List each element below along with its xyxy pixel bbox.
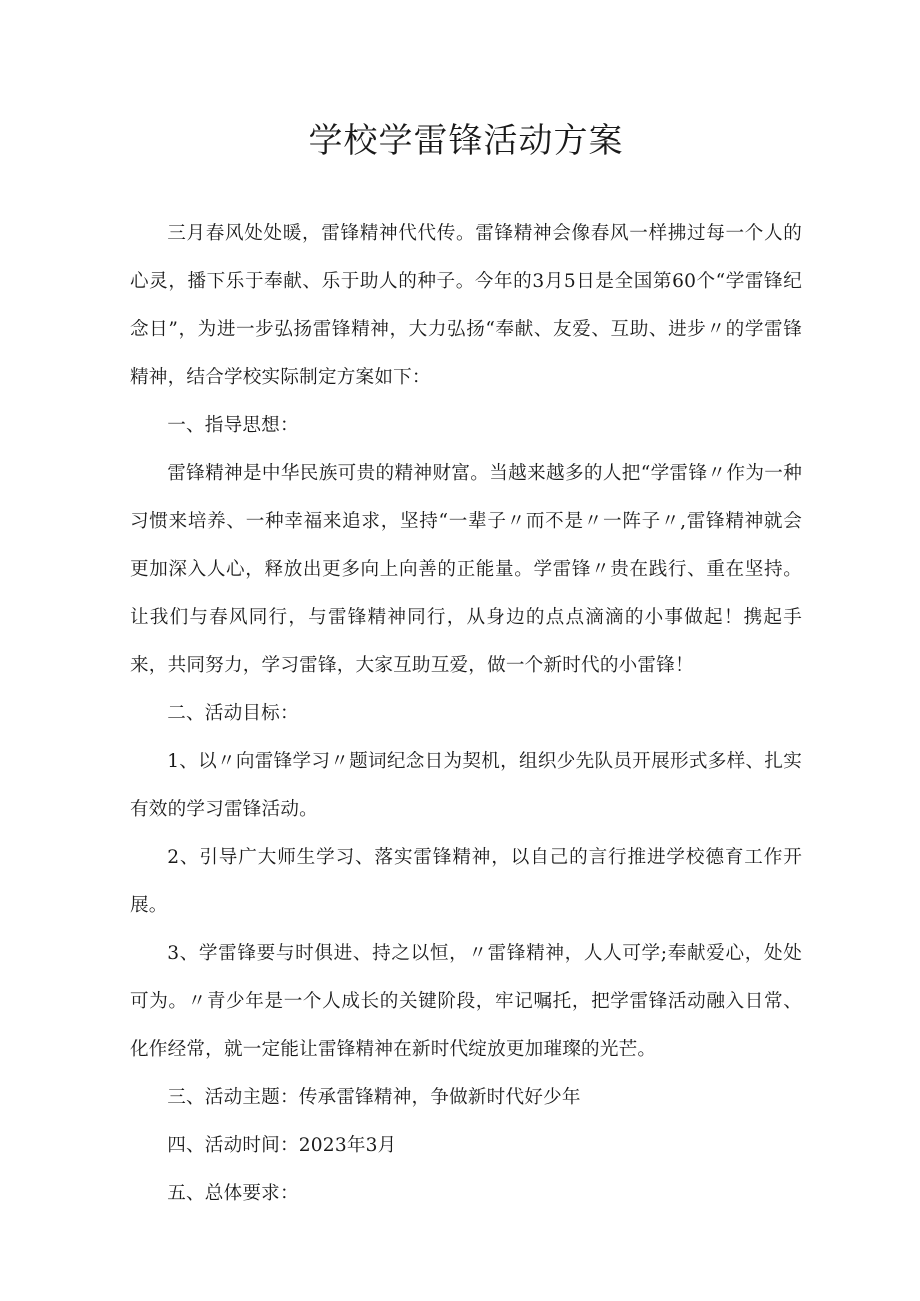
goal-item-3: 3、学雷锋要与时俱进、持之以恒，〃雷锋精神，人人可学;奉献爱心，处处可为。〃青少年是一个人成长的关键阶段，牢记嘱托，把学雷锋活动融入日常、化作经常，就一定能让雷锋精神在新时代绽放更加璀璨的光芒。	[130, 943, 802, 1060]
guiding-ideology-paragraph: 雷锋精神是中华民族可贵的精神财富。当越来越多的人把“学雷锋〃作为一种习惯来培养、一种幸福来追求，坚持“一辈子〃而不是〃一阵子〃,雷锋精神就会更加深入人心，释放出更多向上向善的正能量。学雷锋〃贵在践行、重在坚持。让我们与春风同行，与雷锋精神同行，从身边的点点滴滴的小事做起！携起手来，共同努力，学习雷锋，大家互助互爱，做一个新时代的小雷锋！	[130, 463, 802, 676]
goal-item-1: 1、以〃向雷锋学习〃题词纪念日为契机，组织少先队员开展形式多样、扎实有效的学习雷锋活动。	[130, 751, 802, 820]
goal-item-2: 2、引导广大师生学习、落实雷锋精神，以自己的言行推进学校德育工作开展。	[130, 847, 802, 916]
section-heading-activity-goals: 二、活动目标：	[167, 703, 299, 724]
section-activity-time: 四、活动时间：2023年3月	[167, 1135, 397, 1156]
document-body	[130, 210, 802, 1218]
section-heading-guiding-ideology: 一、指导思想：	[167, 415, 299, 436]
section-activity-theme: 三、活动主题：传承雷锋精神，争做新时代好少年	[167, 1087, 581, 1108]
section-heading-overall-requirements: 五、总体要求：	[167, 1183, 299, 1204]
intro-paragraph: 三月春风处处暖，雷锋精神代代传。雷锋精神会像春风一样拂过每一个人的心灵，播下乐于奉献、乐于助人的种子。今年的3月5日是全国第60个“学雷锋纪念日”，为进一步弘扬雷锋精神，大力弘扬“奉献、友爱、互助、进步〃的学雷锋精神，结合学校实际制定方案如下：	[130, 223, 802, 388]
document-title: 学校学雷锋活动方案	[308, 121, 624, 161]
